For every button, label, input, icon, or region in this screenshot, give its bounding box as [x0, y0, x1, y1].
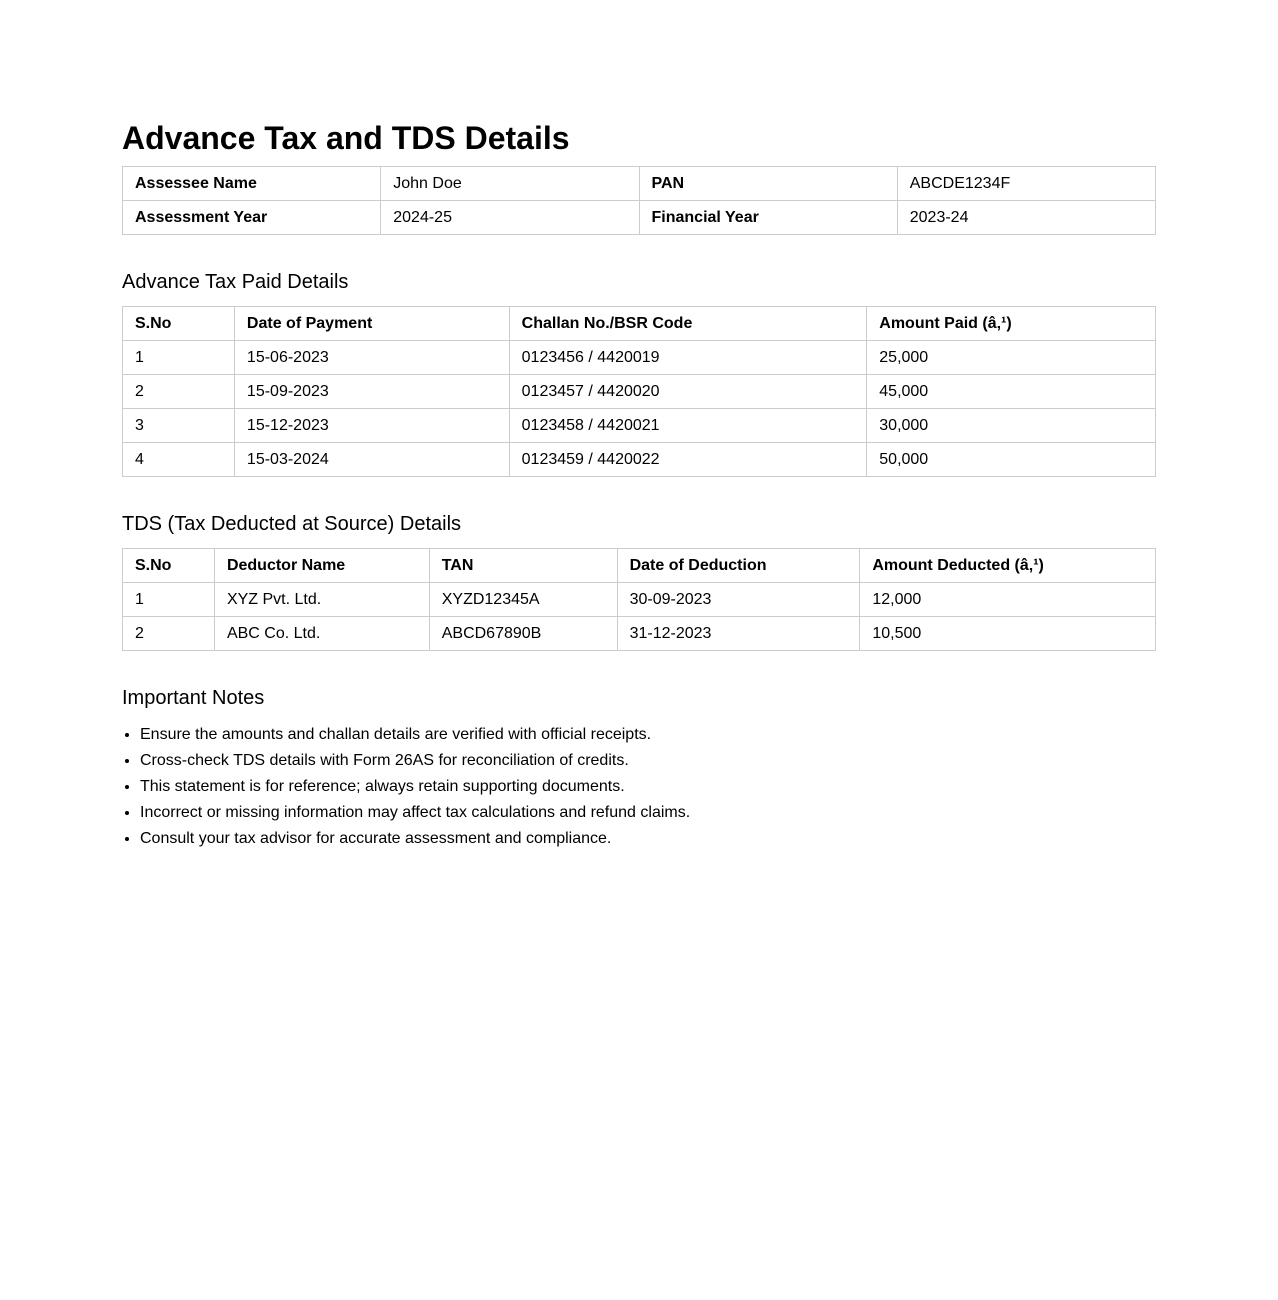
financial-year-value: 2023-24 — [897, 201, 1155, 235]
table-row — [123, 341, 1156, 375]
document — [122, 118, 1156, 852]
table-row — [123, 583, 1156, 617]
column-header: Amount Paid (â‚¹) — [867, 307, 1156, 341]
table-cell: 15-03-2024 — [234, 443, 509, 477]
list-item: • Cross-check TDS details with Form 26AS for reconciliation of credits. — [140, 748, 1156, 774]
info-row — [123, 201, 1156, 235]
column-header: Challan No./BSR Code — [509, 307, 867, 341]
table-cell: 31-12-2023 — [617, 617, 860, 651]
table-header-row — [123, 549, 1156, 583]
pan-label: PAN — [639, 167, 897, 201]
table-cell: 1 — [123, 341, 235, 375]
table-cell: 3 — [123, 409, 235, 443]
table-cell: 15-09-2023 — [234, 375, 509, 409]
tds-heading: TDS (Tax Deducted at Source) Details — [122, 513, 462, 535]
table-row — [123, 443, 1156, 477]
table-cell: 1 — [123, 583, 215, 617]
assessment-year-label: Assessment Year — [123, 201, 381, 235]
table-row — [123, 375, 1156, 409]
table-cell: XYZD12345A — [429, 583, 617, 617]
table-cell: 2 — [123, 375, 235, 409]
financial-year-label: Financial Year — [639, 201, 897, 235]
assessee-info-table — [122, 166, 1156, 235]
assessment-year-value: 2024-25 — [381, 201, 639, 235]
column-header: S.No — [123, 549, 215, 583]
table-header-row — [123, 307, 1156, 341]
table-cell: 15-12-2023 — [234, 409, 509, 443]
column-header: TAN — [429, 549, 617, 583]
table-cell: 2 — [123, 617, 215, 651]
list-item: • Incorrect or missing information may affect tax calculations and refund claims. — [140, 800, 1156, 826]
table-cell: 15-06-2023 — [234, 341, 509, 375]
table-cell: 0123458 / 4420021 — [509, 409, 867, 443]
table-cell: XYZ Pvt. Ltd. — [214, 583, 429, 617]
table-cell: 30-09-2023 — [617, 583, 860, 617]
table-cell: 30,000 — [867, 409, 1156, 443]
column-header: Amount Deducted (â‚¹) — [860, 549, 1156, 583]
table-cell: 50,000 — [867, 443, 1156, 477]
notes-heading: Important Notes — [122, 687, 265, 709]
notes-list — [122, 722, 1156, 852]
column-header: Deductor Name — [214, 549, 429, 583]
page-title: Advance Tax and TDS Details — [122, 120, 570, 156]
advance-tax-table — [122, 306, 1156, 477]
table-cell: 25,000 — [867, 341, 1156, 375]
table-cell: 45,000 — [867, 375, 1156, 409]
list-item: • Ensure the amounts and challan details are verified with official receipts. — [140, 722, 1156, 748]
advance-tax-heading: Advance Tax Paid Details — [122, 271, 349, 293]
info-row — [123, 167, 1156, 201]
list-item: • Consult your tax advisor for accurate assessment and compliance. — [140, 826, 1156, 852]
column-header: S.No — [123, 307, 235, 341]
pan-value: ABCDE1234F — [897, 167, 1155, 201]
column-header: Date of Payment — [234, 307, 509, 341]
table-row — [123, 409, 1156, 443]
table-cell: ABCD67890B — [429, 617, 617, 651]
list-item: • This statement is for reference; always retain supporting documents. — [140, 774, 1156, 800]
table-cell: ABC Co. Ltd. — [214, 617, 429, 651]
table-row — [123, 617, 1156, 651]
table-cell: 10,500 — [860, 617, 1156, 651]
table-cell: 12,000 — [860, 583, 1156, 617]
table-cell: 0123459 / 4420022 — [509, 443, 867, 477]
table-cell: 0123457 / 4420020 — [509, 375, 867, 409]
table-cell: 4 — [123, 443, 235, 477]
tds-table — [122, 548, 1156, 651]
assessee-name-value: John Doe — [381, 167, 639, 201]
column-header: Date of Deduction — [617, 549, 860, 583]
assessee-name-label: Assessee Name — [123, 167, 381, 201]
table-cell: 0123456 / 4420019 — [509, 341, 867, 375]
